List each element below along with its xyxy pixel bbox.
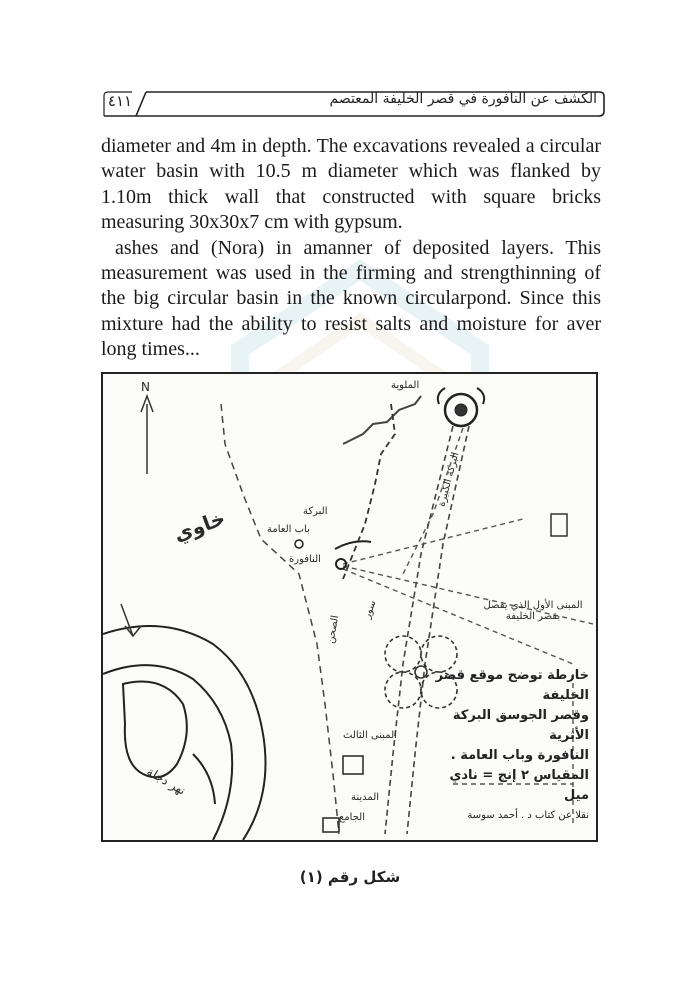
label-courtyard: الصحن — [325, 614, 342, 645]
label-river: نهر دجلة — [144, 764, 189, 798]
north-arrow — [141, 396, 153, 474]
stepped-wall — [343, 396, 421, 444]
label-great-basin: البركة الكبيرة — [436, 451, 462, 508]
north-label: N — [141, 380, 150, 394]
label-city: المدينة — [351, 792, 380, 803]
label-fountain: النافورة — [289, 554, 321, 565]
label-khawr: خاوي — [170, 505, 229, 547]
tigris-river — [103, 626, 266, 840]
legend-line-5: نقلا عن كتاب د . أحمد سوسة — [467, 810, 589, 821]
top-round-structure — [438, 388, 484, 426]
legend-line-1: خارطة توضح موقع قصر الخليفة — [435, 668, 589, 703]
label-third-building: المبنى الثالث — [343, 730, 397, 741]
legend-line-4: المقياس ٢ إنج = نادي ميل — [449, 768, 589, 803]
dashed-road-left — [221, 404, 342, 834]
river-arrow — [121, 604, 141, 636]
figure-caption: شكل رقم (١) — [299, 868, 401, 886]
running-header — [100, 88, 605, 118]
running-title: الكشف عن النافورة في قصر الخليفة المعتصم — [329, 91, 597, 107]
legend-line-3: النافورة وباب العامة . — [450, 748, 589, 763]
dashed-diagonal — [403, 428, 463, 574]
body-text — [101, 134, 601, 363]
city-square — [323, 818, 339, 832]
mosque-square — [343, 756, 363, 774]
label-mosque: الجامع — [339, 812, 366, 823]
paragraph-1: diameter and 4m in depth. The excavations revealed a circular water basin with 10.5 m diameter which was flanked by 1.10m thick wall that constructed with square bricks measuring 30x30x7 cm with gypsum. — [101, 135, 601, 234]
label-top-structure: الملوية — [391, 380, 420, 391]
paragraph-2: ashes and (Nora) in amanner of deposited layers. This measurement was used in the firming and strengthinning of the big circular basin in the known circularpond. Since this mixture had the ability to resist salts and moisture for aver long times... — [101, 236, 601, 361]
label-wall: سور — [361, 598, 379, 621]
site-map-figure — [101, 372, 598, 842]
page-number: ٤١١ — [107, 92, 133, 110]
legend-line-2: وقصر الجوسق البركة الأثرية — [452, 708, 589, 743]
small-building — [551, 514, 567, 536]
label-first-building: المبنى الأول الذي يفصل بقصر الخليفة — [483, 600, 583, 622]
map-legend — [429, 666, 589, 826]
label-basin: البركة — [303, 506, 328, 517]
label-bab-al-amma: باب العامة — [267, 524, 310, 535]
